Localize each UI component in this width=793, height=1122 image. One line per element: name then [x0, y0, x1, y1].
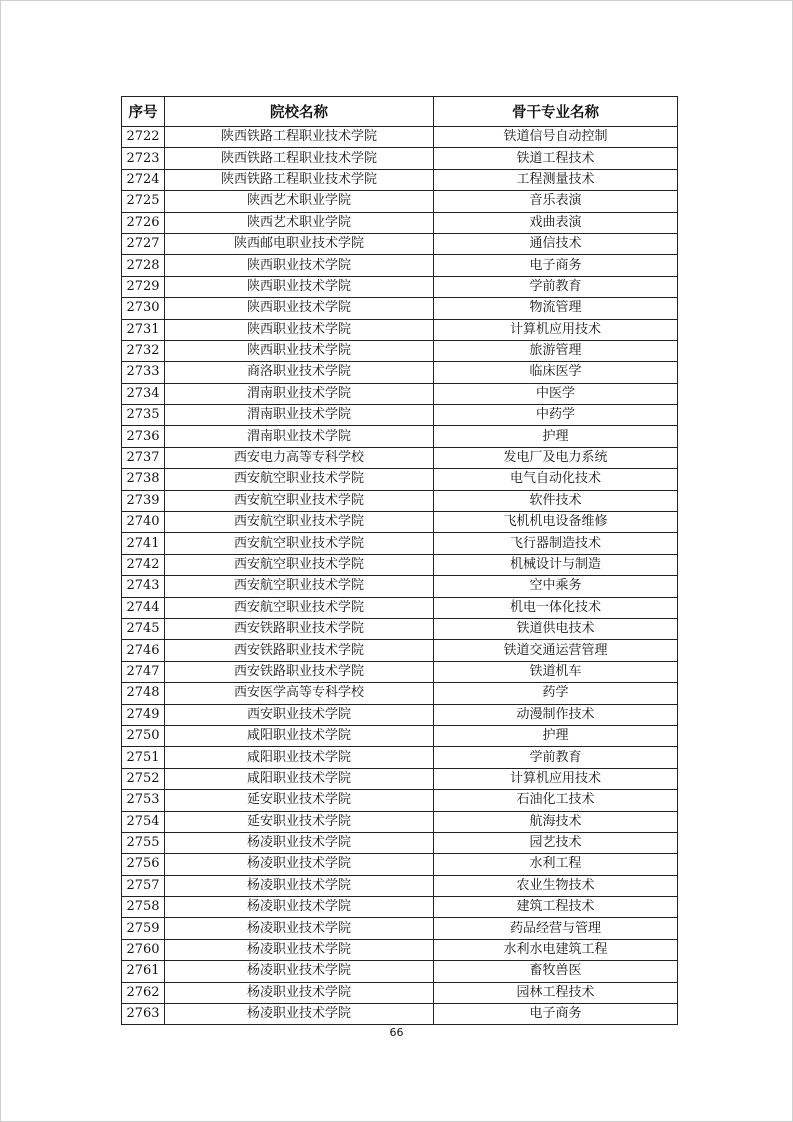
serial-number-cell: 2750	[122, 725, 165, 746]
serial-number-cell: 2723	[122, 148, 165, 169]
school-name-cell: 西安医学高等专科学校	[165, 683, 434, 704]
major-name-cell: 学前教育	[434, 276, 678, 297]
school-name-cell: 延安职业技术学院	[165, 811, 434, 832]
serial-number-cell: 2753	[122, 790, 165, 811]
school-name-cell: 杨凌职业技术学院	[165, 897, 434, 918]
serial-number-cell: 2738	[122, 469, 165, 490]
header-serial-number: 序号	[122, 97, 165, 127]
major-name-cell: 临床医学	[434, 362, 678, 383]
table-row	[122, 469, 678, 490]
major-name-cell: 水利水电建筑工程	[434, 939, 678, 960]
school-name-cell: 杨凌职业技术学院	[165, 875, 434, 896]
serial-number-cell: 2737	[122, 447, 165, 468]
major-name-cell: 园林工程技术	[434, 982, 678, 1003]
school-name-cell: 陕西邮电职业技术学院	[165, 233, 434, 254]
table-row	[122, 875, 678, 896]
major-name-cell: 畜牧兽医	[434, 961, 678, 982]
school-name-cell: 陕西艺术职业学院	[165, 191, 434, 212]
table-row	[122, 704, 678, 725]
serial-number-cell: 2762	[122, 982, 165, 1003]
serial-number-cell: 2729	[122, 276, 165, 297]
school-name-cell: 商洛职业技术学院	[165, 362, 434, 383]
major-name-cell: 铁道信号自动控制	[434, 127, 678, 148]
serial-number-cell: 2748	[122, 683, 165, 704]
table-row	[122, 447, 678, 468]
serial-number-cell: 2747	[122, 661, 165, 682]
major-name-cell: 通信技术	[434, 233, 678, 254]
serial-number-cell: 2754	[122, 811, 165, 832]
table-row	[122, 982, 678, 1003]
school-name-cell: 渭南职业技术学院	[165, 383, 434, 404]
table-row	[122, 233, 678, 254]
major-name-cell: 音乐表演	[434, 191, 678, 212]
table-row	[122, 747, 678, 768]
school-name-cell: 西安航空职业技术学院	[165, 554, 434, 575]
school-name-cell: 咸阳职业技术学院	[165, 747, 434, 768]
school-name-cell: 陕西铁路工程职业技术学院	[165, 127, 434, 148]
serial-number-cell: 2735	[122, 405, 165, 426]
school-name-cell: 西安航空职业技术学院	[165, 490, 434, 511]
serial-number-cell: 2722	[122, 127, 165, 148]
school-name-cell: 杨凌职业技术学院	[165, 918, 434, 939]
table-row	[122, 276, 678, 297]
table-row	[122, 725, 678, 746]
school-name-cell: 西安铁路职业技术学院	[165, 618, 434, 639]
header-major-name: 骨干专业名称	[434, 97, 678, 127]
school-name-cell: 杨凌职业技术学院	[165, 939, 434, 960]
school-name-cell: 杨凌职业技术学院	[165, 961, 434, 982]
table-row	[122, 618, 678, 639]
table-row	[122, 961, 678, 982]
serial-number-cell: 2730	[122, 298, 165, 319]
table-row	[122, 790, 678, 811]
major-name-cell: 铁道机车	[434, 661, 678, 682]
serial-number-cell: 2741	[122, 533, 165, 554]
serial-number-cell: 2733	[122, 362, 165, 383]
school-name-cell: 陕西铁路工程职业技术学院	[165, 169, 434, 190]
table-row	[122, 340, 678, 361]
school-name-cell: 陕西职业技术学院	[165, 298, 434, 319]
major-name-cell: 机械设计与制造	[434, 554, 678, 575]
table-row	[122, 191, 678, 212]
table-row	[122, 854, 678, 875]
serial-number-cell: 2746	[122, 640, 165, 661]
page-number: 66	[389, 1026, 404, 1039]
serial-number-cell: 2727	[122, 233, 165, 254]
serial-number-cell: 2724	[122, 169, 165, 190]
table-row	[122, 148, 678, 169]
school-name-cell: 陕西艺术职业学院	[165, 212, 434, 233]
major-name-cell: 软件技术	[434, 490, 678, 511]
serial-number-cell: 2739	[122, 490, 165, 511]
serial-number-cell: 2749	[122, 704, 165, 725]
major-name-cell: 园艺技术	[434, 832, 678, 853]
table-row	[122, 597, 678, 618]
serial-number-cell: 2736	[122, 426, 165, 447]
major-name-cell: 铁道供电技术	[434, 618, 678, 639]
table-row	[122, 897, 678, 918]
table-row	[122, 319, 678, 340]
major-name-cell: 电子商务	[434, 1004, 678, 1025]
table-row	[122, 490, 678, 511]
major-name-cell: 铁道工程技术	[434, 148, 678, 169]
table-row	[122, 939, 678, 960]
major-name-cell: 计算机应用技术	[434, 768, 678, 789]
table-row	[122, 362, 678, 383]
serial-number-cell: 2744	[122, 597, 165, 618]
school-name-cell: 杨凌职业技术学院	[165, 854, 434, 875]
table-row	[122, 383, 678, 404]
serial-number-cell: 2734	[122, 383, 165, 404]
major-name-cell: 铁道交通运营管理	[434, 640, 678, 661]
serial-number-cell: 2761	[122, 961, 165, 982]
school-name-cell: 西安铁路职业技术学院	[165, 661, 434, 682]
serial-number-cell: 2752	[122, 768, 165, 789]
school-name-cell: 渭南职业技术学院	[165, 405, 434, 426]
major-name-cell: 计算机应用技术	[434, 319, 678, 340]
table-row	[122, 512, 678, 533]
school-name-cell: 西安航空职业技术学院	[165, 512, 434, 533]
school-name-cell: 陕西职业技术学院	[165, 276, 434, 297]
table-row	[122, 405, 678, 426]
school-name-cell: 陕西职业技术学院	[165, 255, 434, 276]
school-name-cell: 渭南职业技术学院	[165, 426, 434, 447]
major-name-cell: 水利工程	[434, 854, 678, 875]
serial-number-cell: 2758	[122, 897, 165, 918]
school-name-cell: 陕西铁路工程职业技术学院	[165, 148, 434, 169]
table-row	[122, 918, 678, 939]
school-name-cell: 西安航空职业技术学院	[165, 576, 434, 597]
school-name-cell: 西安铁路职业技术学院	[165, 640, 434, 661]
major-name-cell: 护理	[434, 426, 678, 447]
table-body	[122, 127, 678, 1025]
major-name-cell: 旅游管理	[434, 340, 678, 361]
serial-number-cell: 2755	[122, 832, 165, 853]
serial-number-cell: 2725	[122, 191, 165, 212]
table-row	[122, 426, 678, 447]
serial-number-cell: 2751	[122, 747, 165, 768]
school-name-cell: 西安航空职业技术学院	[165, 469, 434, 490]
table-row	[122, 554, 678, 575]
major-name-cell: 机电一体化技术	[434, 597, 678, 618]
school-name-cell: 西安电力高等专科学校	[165, 447, 434, 468]
major-name-cell: 药品经营与管理	[434, 918, 678, 939]
major-list-table	[121, 96, 678, 1025]
serial-number-cell: 2760	[122, 939, 165, 960]
serial-number-cell: 2743	[122, 576, 165, 597]
serial-number-cell: 2745	[122, 618, 165, 639]
header-row	[122, 97, 678, 127]
major-name-cell: 发电厂及电力系统	[434, 447, 678, 468]
table-row	[122, 683, 678, 704]
school-name-cell: 咸阳职业技术学院	[165, 768, 434, 789]
serial-number-cell: 2759	[122, 918, 165, 939]
table-row	[122, 661, 678, 682]
major-name-cell: 建筑工程技术	[434, 897, 678, 918]
major-name-cell: 空中乘务	[434, 576, 678, 597]
serial-number-cell: 2756	[122, 854, 165, 875]
school-name-cell: 杨凌职业技术学院	[165, 1004, 434, 1025]
serial-number-cell: 2728	[122, 255, 165, 276]
serial-number-cell: 2731	[122, 319, 165, 340]
major-name-cell: 护理	[434, 725, 678, 746]
major-name-cell: 学前教育	[434, 747, 678, 768]
school-name-cell: 陕西职业技术学院	[165, 319, 434, 340]
major-name-cell: 飞行器制造技术	[434, 533, 678, 554]
table-row	[122, 1004, 678, 1025]
major-name-cell: 物流管理	[434, 298, 678, 319]
header-school-name: 院校名称	[165, 97, 434, 127]
major-name-cell: 电气自动化技术	[434, 469, 678, 490]
major-name-cell: 中药学	[434, 405, 678, 426]
table-row	[122, 255, 678, 276]
school-name-cell: 西安航空职业技术学院	[165, 597, 434, 618]
school-name-cell: 西安职业技术学院	[165, 704, 434, 725]
table-row	[122, 212, 678, 233]
school-name-cell: 西安航空职业技术学院	[165, 533, 434, 554]
serial-number-cell: 2742	[122, 554, 165, 575]
major-name-cell: 戏曲表演	[434, 212, 678, 233]
serial-number-cell: 2740	[122, 512, 165, 533]
major-name-cell: 飞机机电设备维修	[434, 512, 678, 533]
major-name-cell: 药学	[434, 683, 678, 704]
major-name-cell: 农业生物技术	[434, 875, 678, 896]
table-row	[122, 768, 678, 789]
serial-number-cell: 2726	[122, 212, 165, 233]
major-name-cell: 石油化工技术	[434, 790, 678, 811]
school-name-cell: 陕西职业技术学院	[165, 340, 434, 361]
serial-number-cell: 2732	[122, 340, 165, 361]
serial-number-cell: 2757	[122, 875, 165, 896]
table-row	[122, 832, 678, 853]
table-row	[122, 576, 678, 597]
major-name-cell: 电子商务	[434, 255, 678, 276]
table-row	[122, 811, 678, 832]
major-name-cell: 中医学	[434, 383, 678, 404]
school-name-cell: 杨凌职业技术学院	[165, 832, 434, 853]
table-row	[122, 169, 678, 190]
major-name-cell: 工程测量技术	[434, 169, 678, 190]
school-name-cell: 咸阳职业技术学院	[165, 725, 434, 746]
major-name-cell: 航海技术	[434, 811, 678, 832]
table-row	[122, 298, 678, 319]
serial-number-cell: 2763	[122, 1004, 165, 1025]
school-name-cell: 杨凌职业技术学院	[165, 982, 434, 1003]
table-row	[122, 640, 678, 661]
major-name-cell: 动漫制作技术	[434, 704, 678, 725]
table-row	[122, 127, 678, 148]
school-name-cell: 延安职业技术学院	[165, 790, 434, 811]
table-row	[122, 533, 678, 554]
